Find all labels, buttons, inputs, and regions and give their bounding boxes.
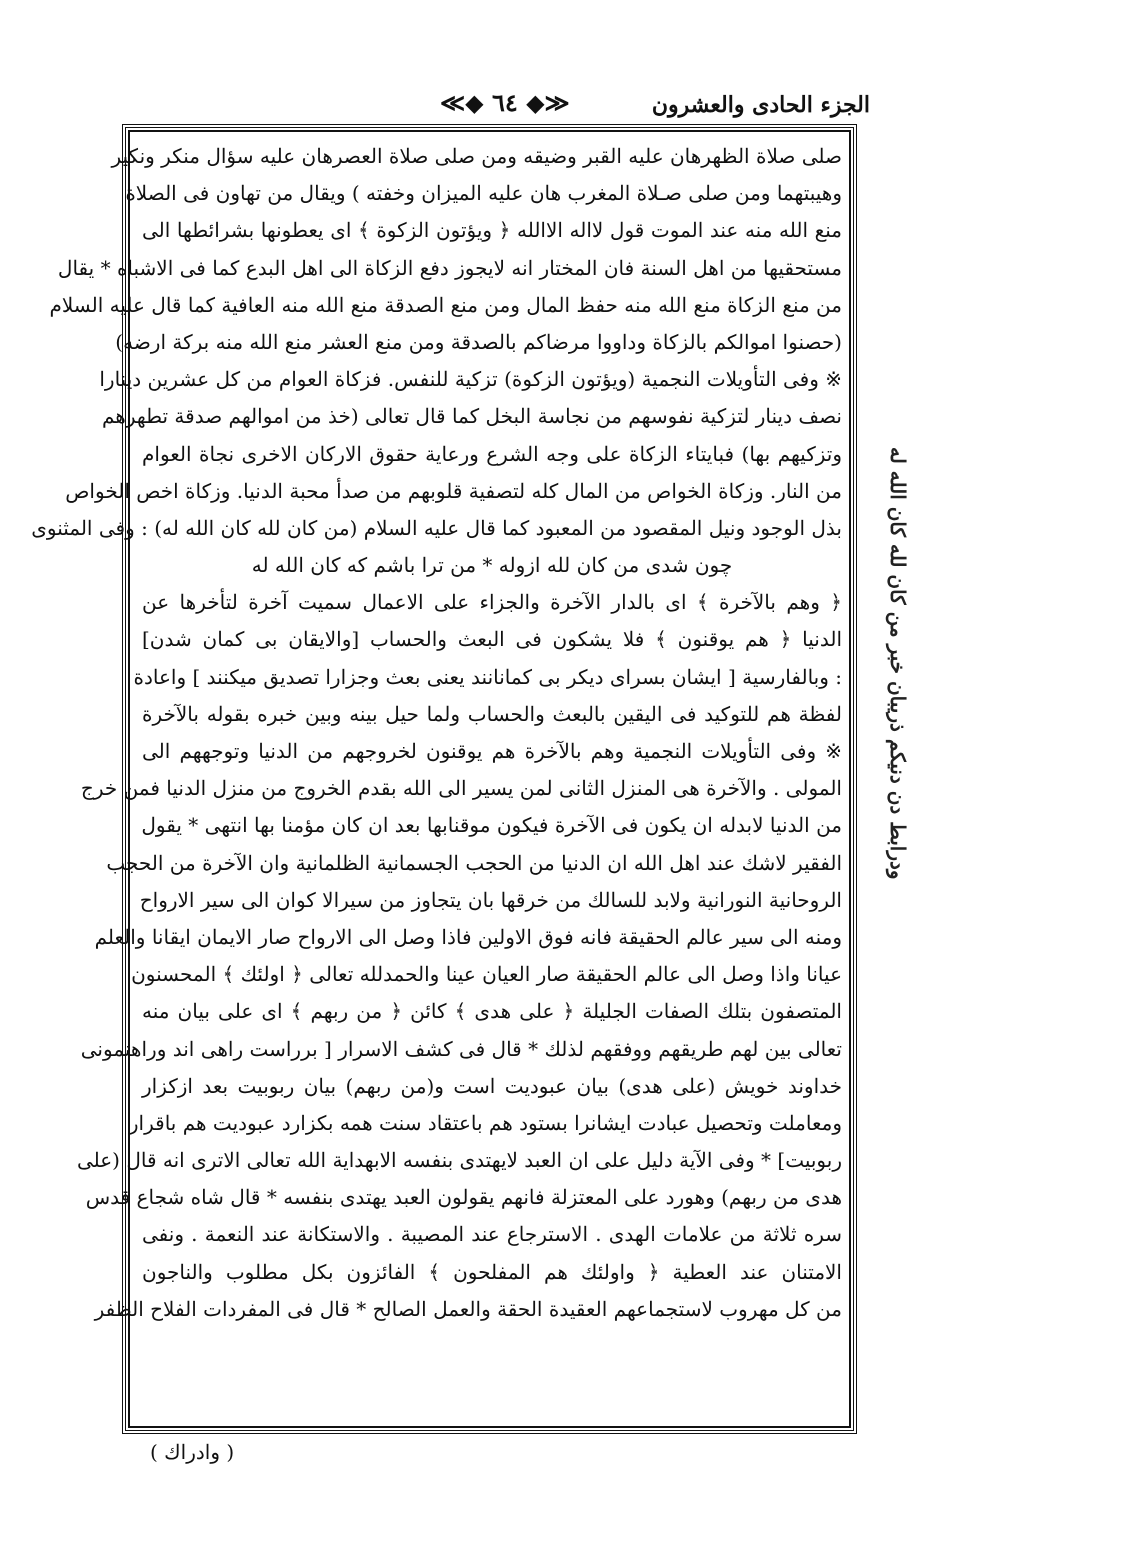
text-line: الفقير لاشك عند اهل الله ان الدنيا من الحجب الجسمانية الظلمانية وان الآخرة من الحجب (106, 850, 842, 875)
text-line: المولى . والآخرة هى المنزل الثانى لمن يسير الى الله بقدم الخروج من منزل الدنيا فمن خرج (80, 776, 842, 801)
text-line: وتزكيهم بها) فبايتاء الزكاة على وجه الشرع ورعاية حقوق الاركان الاخرى نجاة العوام (142, 441, 842, 466)
text-line: الروحانية النورانية ولابد للسالك من خرقها بان يتجاوز من سيرالا كوان الى سير الارواح (139, 887, 842, 912)
text-line: صلى صلاة الظهرهان عليه القبر وضيقه ومن صلى صلاة العصرهان عليه سؤال منكر ونكير (111, 144, 842, 168)
text-line: ※ وفى التأويلات النجمية وهم بالآخرة هم يوقنون لخروجهم من الدنيا وتوجههم الى (142, 739, 842, 763)
text-line: منع الله منه عند الموت قول لااله الاالله ﴿ ويؤتون الزكوة ﴾ اى يعطونها بشرائطها الى (142, 218, 842, 243)
text-line: ومنه الى سير عالم الحقيقة فانه فوق الاولين فاذا وصل الى الارواح صار الايمان ايقانا والعلم (94, 924, 842, 949)
text-line: الامتنان عند العطية ﴿ واولئك هم المفلحون ﴾ الفائزون بكل مطلوب والناجون (142, 1259, 842, 1284)
page-number: ≪◆ ٦٤ ◆≫ (440, 88, 570, 117)
text-line: خداوند خويش (على هدى) بيان عبوديت است و(من ربهم) بيان ربوبيت بعد ازكزار (142, 1073, 842, 1098)
text-line: المتصفون بتلك الصفات الجليلة ﴿ على هدى ﴾ كائن ﴿ من ربهم ﴾ اى على بيان منه (142, 999, 842, 1024)
catchword: ( وادراك ) (150, 1440, 235, 1464)
part-title: الجزء الحادى والعشرون (651, 92, 870, 118)
text-line: ﴿ وهم بالآخرة ﴾ اى بالدار الآخرة والجزاء على الاعمال سميت آخرة لتأخرها عن (142, 590, 842, 615)
text-line: نصف دينار لتزكية نفوسهم من نجاسة البخل كما قال تعالى (خذ من اموالهم صدقة تطهرهم (101, 404, 842, 429)
text-line: (حصنوا اموالكم بالزكاة وداووا مرضاكم بالصدقة ومن منع العشر منع الله منه بركة ارضه) (115, 329, 842, 354)
text-line: وهيبتهما ومن صلى صـلاة المغرب هان عليه الميزان وخفته ) ويقال من تهاون فى الصلاة (125, 181, 842, 206)
main-text (31, 138, 843, 1328)
margin-note: ودرابط دن دنيكم ذريبان خبر من كان لله كان الله له (886, 447, 910, 880)
text-line: بذل الوجود ونيل المقصود من المعبود كما قال عليه السلام (من كان لله كان الله له) : وفى المثنوى (31, 515, 842, 540)
text-line: الدنيا ﴿ هم يوقنون ﴾ فلا يشكون فى البعث والحساب [والايقان بى كمان شدن] (142, 627, 843, 652)
text-line: من الدنيا لابدله ان يكون فى الآخرة فيكون موقنابها بعد ان كان مؤمنا بها انتهى * يقول (141, 813, 842, 838)
text-line: سره ثلاثة من علامات الهدى . الاسترجاع عند المصيبة . والاستكانة عند النعمة . ونفى (142, 1222, 842, 1247)
text-line: ومعاملت وتحصيل عبادت ايشانرا بستود هم باعتقاد سنت همه بكزارد عبوديت هم باقرار (128, 1110, 842, 1135)
text-line: لفظة هم للتوكيد فى اليقين بالبعث والحساب ولما حيل بينه وبين خبره بقوله بالآخرة (142, 701, 842, 726)
text-line: هدى من ربهم) وهورد على المعتزلة فانهم يقولون العبد يهتدى بنفسه * قال شاه شجاع قدس (85, 1185, 842, 1210)
text-line: من النار. وزكاة الخواص من المال كله لتصفية قلوبهم من صدأ محبة الدنيا. وزكاة اخص الخواص (65, 478, 842, 503)
verse-line: چون شدى من كان لله ازوله * من ترا باشم كه كان الله له (251, 553, 733, 578)
text-line: : وبالفارسية [ ايشان بسراى ديكر بى كمانانند يعنى بعث وجزارا تصديق ميكنند ] واعادة (133, 664, 842, 689)
text-line: ربوبيت] * وفى الآية دليل على ان العبد لايهتدى بنفسه الابهداية الله تعالى الاترى انه قال (على (76, 1148, 842, 1173)
text-line: ※ وفى التأويلات النجمية (ويؤتون الزكوة) تزكية للنفس. فزكاة العوام من كل عشرين دينارا (99, 367, 842, 392)
text-line: من منع الزكاة منع الله منه حفظ المال ومن منع الصدقة منع الله منه العافية كما قال عليه السلام (49, 292, 842, 317)
text-line: مستحقيها من اهل السنة فان المختار انه لايجوز دفع الزكاة الى اهل البدع كما فى الاشباه * يقال (57, 255, 842, 280)
text-line: تعالى بين لهم طريقهم ووفقهم لذلك * قال فى كشف الاسرار [ برراست راهى اند وراهنمونى (80, 1036, 842, 1061)
text-line: عيانا واذا وصل الى عالم الحقيقة صار العيان عينا والحمدلله تعالى ﴿ اولئك ﴾ المحسنون (131, 962, 842, 987)
page-header (120, 88, 870, 124)
text-line: من كل مهروب لاستجماعهم العقيدة الحقة والعمل الصالح * قال فى المفردات الفلاح الظفر (94, 1296, 842, 1321)
